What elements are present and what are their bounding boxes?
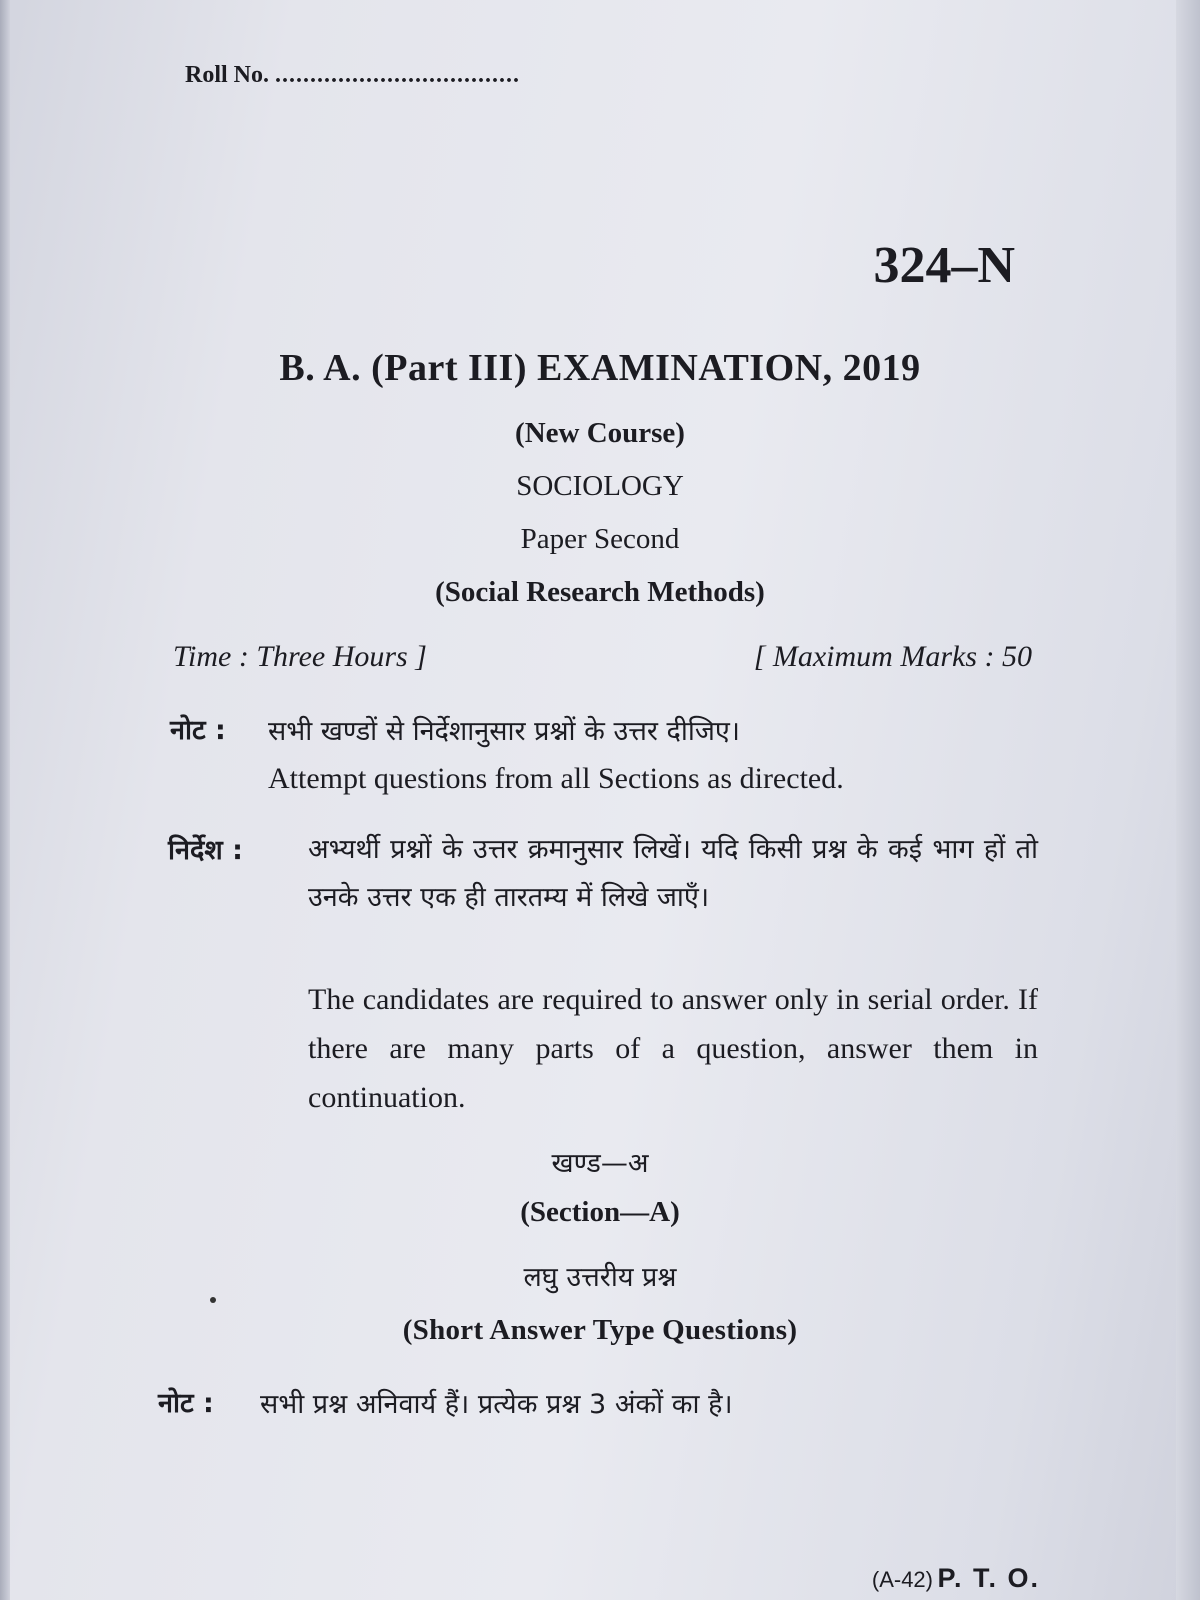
please-turn-over: P. T. O. [937, 1563, 1040, 1593]
maximum-marks: [ Maximum Marks : 50 [753, 640, 1032, 673]
course-label: (New Course) [515, 417, 685, 449]
page-code: (A-42) [871, 1567, 933, 1592]
paper-code: 324–N [873, 237, 1015, 294]
note-hindi: सभी खण्डों से निर्देशानुसार प्रश्नों के उत्तर दीजिए। [268, 716, 741, 747]
ink-speck [210, 1297, 216, 1303]
note-english: Attempt questions from all Sections as directed. [268, 762, 844, 795]
directions-label: निर्देश : [168, 835, 243, 866]
section-note-label: नोट : [158, 1388, 214, 1419]
paper-number: Paper Second [520, 523, 680, 555]
note-label: नोट : [170, 715, 226, 746]
question-type-heading: (Short Answer Type Questions) [402, 1314, 798, 1346]
section-heading: (Section—A) [520, 1196, 680, 1228]
time-allowed: Time : Three Hours ] [173, 640, 427, 673]
paper-title: (Social Research Methods) [435, 576, 765, 608]
section-heading-hindi: खण्ड—अ [551, 1148, 649, 1179]
directions-english: The candidates are required to answer only in serial order. If there are many parts of a question, answer them in continuation. [308, 983, 1038, 1114]
section-note-hindi: सभी प्रश्न अनिवार्य हैं। प्रत्येक प्रश्न 3 अंकों का है। [260, 1389, 733, 1420]
roll-number-label: Roll No. [185, 62, 269, 88]
roll-number-line [185, 62, 520, 89]
exam-title: B. A. (Part III) EXAMINATION, 2019 [279, 347, 921, 389]
roll-number-blank: ................................... [275, 62, 520, 88]
question-type-hindi: लघु उत्तरीय प्रश्न [523, 1262, 677, 1293]
directions-hindi: अभ्यर्थी प्रश्नों के उत्तर क्रमानुसार लिखें। यदि किसी प्रश्न के कई भाग हों तो उनके उत्तर एक ही तारतम्य में लिखे जाएँ। [308, 834, 1038, 913]
subject-name: SOCIOLOGY [516, 470, 684, 502]
page-footer [0, 1563, 1040, 1594]
paper-shadow-right [1176, 0, 1200, 1600]
